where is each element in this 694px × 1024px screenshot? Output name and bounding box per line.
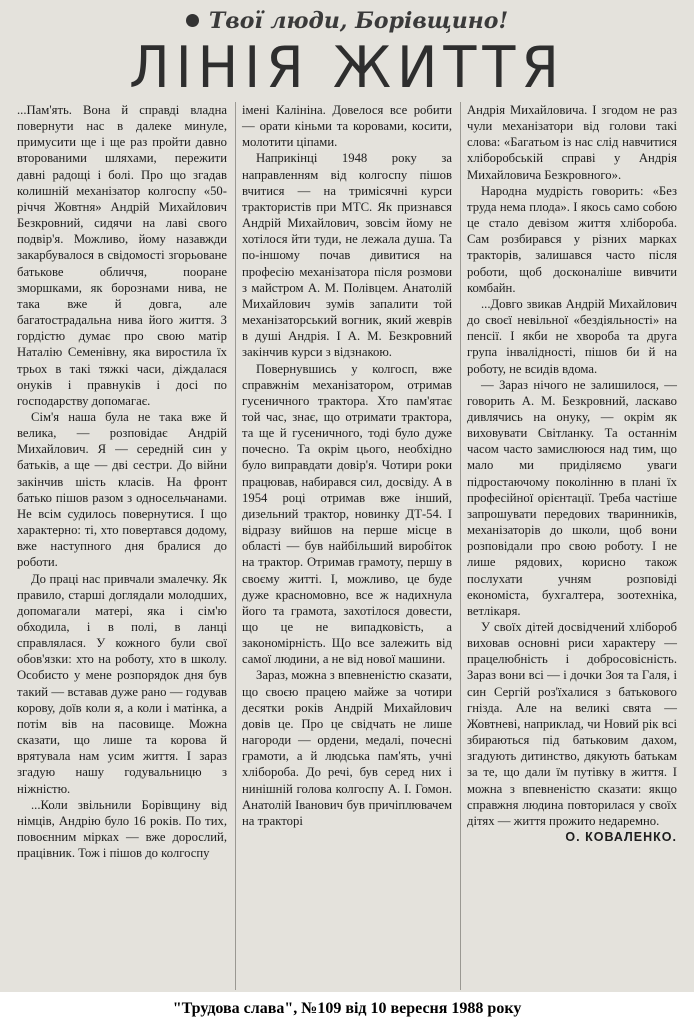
article-column-3	[467, 102, 677, 845]
article-column-2	[242, 102, 452, 829]
column-divider	[460, 102, 461, 990]
paragraph: Народна мудрість говорить: «Без труда нема плода». І якось само собою це стало девізом життя хлібороба. Сам розбирався у різних марках тракторів, залишався часто після роботи, щоб досконаліше вивчити комбайн.	[467, 183, 677, 295]
article-headline: ЛІНІЯ ЖИТТЯ	[129, 34, 565, 101]
author-signature: О. КОВАЛЕНКО.	[565, 830, 677, 845]
paragraph: Наприкінці 1948 року за направленням від колгоспу пішов вчитися — на тримісячні курси трактористів при МТС. Як признався Андрій Михайлович, зовсім йому не хотілося йти туди, не лежала душа. Та по-іншому почав дивитися на професію механізатора після розмови з майстром А. М. Полівцем. Анатолій Михайлович зумів запалити той механізаторський вогник, який жеврів в душі Андрія. І А. М. Безкровний закінчив курси з відзнакою.	[242, 151, 452, 360]
paragraph: Андрія Михайловича. І згодом не раз чули механізатори від голови такі слова: «Багатьом із нас слід навчитися хліборобській справі у Андрія Михайловича Безкровного».	[467, 103, 677, 182]
rubric-line	[0, 4, 694, 38]
paragraph: У своїх дітей досвідчений хлібороб виховав основні риси характеру — працелюбність і добросовісність. Зараз вони всі — і дочки Зоя та Галя, і син Сергій роз'їхалися з батькового гнізда. Але на великі свята — Жовтневі, наприклад, чи Новий рік всі збираються під батьковим дахом, згадують дитинство, дякують батькам за те, що дали їм путівку в життя. І можна з впевненістю сказати: якщо справжня людина повторилася у своїх дітях — життя прожито недаремно.	[467, 620, 677, 828]
paragraph: Сім'я наша була не така вже й велика, — розповідає Андрій Михайлович. Я — середній син у батьків, а ще — дві сестри. До війни закінчив шість класів. На фронт батько пішов разом з односельчанами. Не всім судилось повернутися. І що характерно: ті, хто повертався додому, вже наступного дня бралися до роботи.	[17, 409, 227, 570]
paragraph: імені Калініна. Довелося все робити — орати кіньми та коровами, косити, молотити ціпами.	[242, 103, 452, 150]
paragraph: ...Пам'ять. Вона й справді владна повернути нас в далеке минуле, примусити ще і ще раз пройти давно второваними шляхами, пережити давні радощі і болі. Про що згадав колишній механізатор колгоспу «50-річчя Жовтня» Андрій Михайлович Безкровний, сидячи на лаві свого подвір'я. Можливо, йому назавжди закарбувалося в свідомості згорьоване батькове обличчя, пооране зморшками, як борознами нива, не така вже й довга, але багатострадальна нива його життя. З гордістю думає про свою матір Наталію Семенівну, яка виростила їх трьох в такі тяжкі часи, діждалася онуків і правнуків і досі по господарству допомагає.	[17, 103, 227, 408]
paragraph: — Зараз нічого не залишилося, — говорить А. М. Безкровний, ласкаво дивлячись на онуку, — окрім як виховувати Світланку. Та останнім часом часто замислююся над тим, що мало ми приділяємо уваги підростаючому поколінню в плані їх професійної орієнтації. Треба частіше запрошувати передових тваринників, механізаторів до школи, щоб вони розповідали про свою роботу. І не лише рядових, корисно також послухати учням розповіді економіста, бухгалтера, зоотехніка, ветлікаря.	[467, 377, 677, 618]
paragraph: ...Коли звільнили Борівщину від німців, Андрію було 16 років. По тих, повоєнним мірках — вже дорослий, працівник. Тож і пішов до колгоспу	[17, 797, 227, 861]
rubric-text: Твої люди, Борівщино!	[208, 8, 509, 34]
paragraph: До праці нас привчали змалечку. Як правило, старші доглядали молодших, допомагали матері, яка і сім'ю обходила, і в полі, в ланці справлялася. У кожного були свої обов'язки: хто на роботу, хто в школу. Особисто у мене розпорядок дня був такий — вставав дуже рано — годував корову, доїв коли я, а коли і матінка, а потім вів на пасовище. Можна сказати, що лише та корова й врятувала нам усим життя. І зараз згадую нашу годувальницю з ніжністю.	[17, 571, 227, 796]
paragraph: Повернувшись у колгосп, вже справжнім механізатором, отримав гусеничного трактора. Хто пам'ятає той час, знає, що отримати трактора, та ще й гусеничного, тоді було дуже почесно. Та окрім цього, необхідно було виправдати довір'я. Чотири роки працював, набирався сил, досвіду. А в 1954 році отримав вже інший, дизельний трактор, новинку ДТ-54. І відразу вийшов на перше місце в області — був найбільший виробіток на трактор. Отримав грамоту, першу в своєму житті. І, можливо, це буде дуже красномовно, все ж надихнула його та грамота, захотілося довести, що це не випадковість, а закономірність. Що все залежить від самої людини, а не від нової машини.	[242, 361, 452, 667]
source-caption: "Трудова слава", №109 від 10 вересня 1988 року	[172, 1000, 522, 1017]
column-divider	[235, 102, 236, 990]
bullet-dot-icon	[186, 14, 199, 27]
article-column-1	[17, 102, 227, 861]
paragraph: Зараз, можна з впевненістю сказати, що своєю працею майже за чотири десятки років Андрій Михайлович довів це. Про це свідчать не лише нагороди — ордени, медалі, почесні грамоти, а й людська пам'ять, учні хлібороба. До речі, був серед них і нинішній голова колгоспу А. І. Гомон. Анатолій Іванович був причіплювачем на тракторі	[242, 668, 452, 828]
paragraph: ...Довго звикав Андрій Михайлович до своєї невільної «бездіяльності» на пенсії. І якби не хвороба та друга група інвалідності, пішов би й на роботу, не всидів вдома.	[467, 296, 677, 376]
